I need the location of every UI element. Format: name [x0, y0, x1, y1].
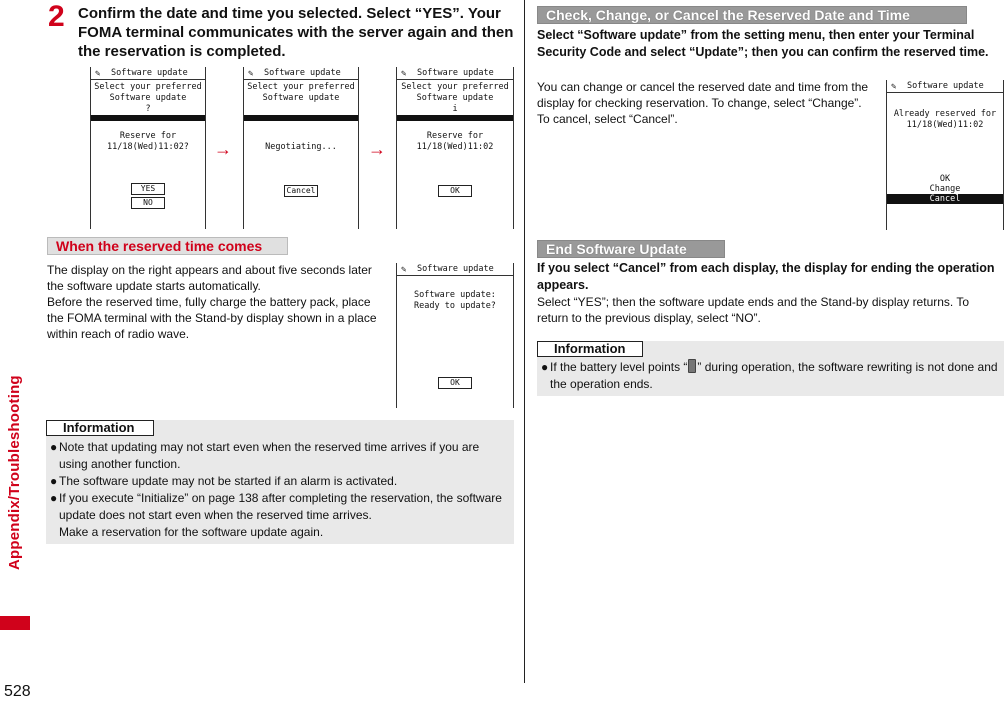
screen-line: Reserve for: [426, 131, 484, 141]
info-item-continuation: [50, 524, 510, 541]
pen-icon: ✎: [401, 69, 407, 79]
menu-item-change[interactable]: Change: [929, 184, 961, 194]
ok-button[interactable]: OK: [438, 185, 472, 197]
section-heading-check-change: Check, Change, or Cancel the Reserved Date and Time: [537, 6, 967, 24]
arrow-icon: →: [368, 139, 386, 159]
screen-line: Reserve for: [119, 131, 177, 141]
check-change-description: You can change or cancel the reserved date and time from the display for checking reservation. To change, select “Change”. To cancel, select “Cancel”.: [537, 80, 869, 126]
ok-button[interactable]: OK: [438, 377, 472, 389]
column-divider: [524, 0, 525, 683]
screen-negotiating: [243, 67, 359, 229]
screen-line: Software update: [262, 93, 340, 103]
bullet-icon: ●: [50, 440, 58, 454]
step-number: 2: [48, 0, 65, 33]
information-label: Information: [46, 420, 154, 436]
screen-reserve-confirm: [90, 67, 206, 229]
screen-title: Software update: [111, 68, 188, 78]
side-tab-label: Appendix/Troubleshooting: [6, 375, 23, 570]
screen-title: Software update: [907, 81, 984, 91]
check-change-instruction: Select “Software update” from the setting menu, then enter your Terminal Security Code and select “Update”; then you can confirm the reserved time.: [537, 28, 989, 59]
screen-line: Select your preferred: [401, 82, 509, 92]
question-icon: ?: [145, 104, 151, 114]
screen-line: Already reserved for: [893, 109, 997, 119]
bullet-icon: ●: [50, 491, 58, 505]
screen-reserved: [396, 67, 514, 229]
no-button[interactable]: NO: [131, 197, 165, 209]
menu-item-cancel[interactable]: Cancel: [887, 194, 1003, 204]
bullet-icon: ●: [541, 360, 549, 374]
status-text: Negotiating...: [265, 142, 337, 152]
screen-title-bar: [397, 67, 513, 80]
step-instruction: Confirm the date and time you selected. Select “YES”. Your FOMA terminal communicates with the server again and then the reservation is completed.: [78, 5, 514, 60]
screen-title-bar: [887, 80, 1003, 93]
pen-icon: ✎: [248, 69, 254, 79]
screen-band: [397, 115, 513, 121]
screen-line: Software update: [416, 93, 494, 103]
info-item: [50, 490, 510, 524]
info-item-text: If the battery level points “: [550, 360, 688, 374]
section-heading-reserved-time: When the reserved time comes: [47, 237, 288, 255]
reserved-time-paragraph-1: The display on the right appears and about five seconds later the software update starts automatically.: [47, 263, 372, 293]
screen-line: 11/18(Wed)11:02: [416, 142, 494, 152]
pen-icon: ✎: [401, 265, 407, 275]
screen-title: Software update: [417, 264, 494, 274]
section-heading-end-update: End Software Update: [537, 240, 725, 258]
information-box-right: [537, 341, 1004, 396]
information-label: Information: [537, 341, 643, 357]
info-icon: i: [452, 104, 458, 114]
screen-title-bar: [244, 67, 358, 80]
arrow-icon: →: [214, 139, 232, 159]
screen-line: Select your preferred: [247, 82, 355, 92]
pen-icon: ✎: [891, 82, 897, 92]
screen-band: [91, 115, 205, 121]
screen-title-bar: [397, 263, 513, 276]
screen-line: 11/18(Wed)11:02?: [107, 142, 189, 152]
screen-ready-to-update: [396, 263, 514, 408]
screen-already-reserved: [886, 80, 1004, 230]
cancel-button[interactable]: Cancel: [284, 185, 318, 197]
info-item-text: The software update may not be started if an alarm is activated.: [59, 474, 398, 488]
side-tab: [0, 330, 30, 630]
screen-line: Software update:: [414, 290, 496, 300]
screen-line: Ready to update?: [414, 301, 496, 311]
info-item-text: Make a reservation for the software update again.: [59, 525, 324, 539]
screen-title: Software update: [417, 68, 494, 78]
end-update-description: Select “YES”; then the software update ends and the Stand-by display returns. To return to the previous display, select “NO”.: [537, 295, 970, 325]
info-item-text: Note that updating may not start even when the reserved time arrives if you are using another function.: [59, 440, 480, 471]
screen-title: Software update: [264, 68, 341, 78]
screen-band: [244, 115, 358, 121]
page-number: 528: [4, 683, 31, 700]
reserved-time-paragraph-2: Before the reserved time, fully charge the battery pack, place the FOMA terminal with the Stand-by display shown in a place within reach of radio wave.: [47, 295, 377, 341]
battery-low-icon: [688, 359, 696, 373]
side-tab-marker: [0, 616, 30, 630]
info-item: [50, 439, 510, 473]
bullet-icon: ●: [50, 474, 58, 488]
screen-line: Software update: [109, 93, 187, 103]
yes-button[interactable]: YES: [131, 183, 165, 195]
menu-item-ok[interactable]: OK: [939, 174, 951, 184]
screen-line: Select your preferred: [94, 82, 202, 92]
end-update-instruction: If you select “Cancel” from each display, the display for ending the operation appears.: [537, 261, 995, 292]
screen-title-bar: [91, 67, 205, 80]
information-box-left: [46, 420, 514, 544]
info-item-text: If you execute “Initialize” on page 138 after completing the reservation, the software update does not start even when the reserved time arrives.: [59, 491, 502, 522]
info-item-text: ” during operation, the software rewriting is not done and the operation ends.: [550, 360, 998, 391]
info-item: [50, 473, 510, 490]
info-item: [541, 359, 1001, 393]
pen-icon: ✎: [95, 69, 101, 79]
screen-line: 11/18(Wed)11:02: [906, 120, 984, 130]
